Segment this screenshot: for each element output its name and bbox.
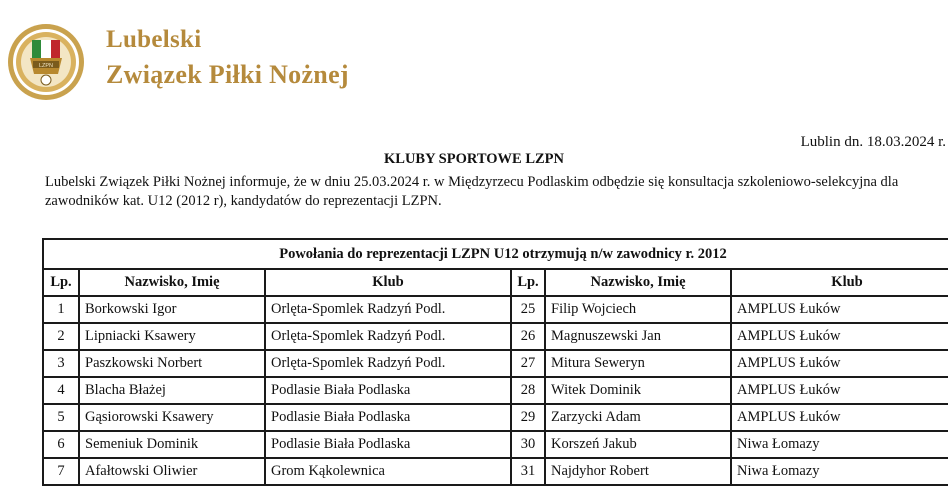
table-row	[43, 296, 948, 323]
lp-cell: 25	[511, 296, 545, 323]
lp-cell: 5	[43, 404, 79, 431]
player-name: Mitura Seweryn	[545, 350, 731, 377]
lp-cell: 3	[43, 350, 79, 377]
club-name: AMPLUS Łuków	[731, 377, 948, 404]
player-name: Semeniuk Dominik	[79, 431, 265, 458]
player-name: Afałtowski Oliwier	[79, 458, 265, 485]
header-club: Klub	[265, 269, 511, 296]
table-row	[43, 458, 948, 485]
table-row	[43, 431, 948, 458]
table-header-row	[43, 269, 948, 296]
header-lp: Lp.	[511, 269, 545, 296]
club-name: AMPLUS Łuków	[731, 296, 948, 323]
place-date: Lublin dn. 18.03.2024 r.	[800, 134, 946, 150]
player-name: Zarzycki Adam	[545, 404, 731, 431]
lp-cell: 4	[43, 377, 79, 404]
player-name: Korszeń Jakub	[545, 431, 731, 458]
player-name: Blacha Błażej	[79, 377, 265, 404]
org-name-line1: Lubelski	[106, 26, 202, 53]
player-name: Witek Dominik	[545, 377, 731, 404]
document-title: KLUBY SPORTOWE LZPN	[384, 151, 564, 167]
header-name: Nazwisko, Imię	[545, 269, 731, 296]
club-name: Podlasie Biała Podlaska	[265, 404, 511, 431]
club-name: Orlęta-Spomlek Radzyń Podl.	[265, 323, 511, 350]
club-name: Orlęta-Spomlek Radzyń Podl.	[265, 296, 511, 323]
org-name-line2: Związek Piłki Nożnej	[106, 60, 349, 89]
club-name: Niwa Łomazy	[731, 458, 948, 485]
lp-cell: 1	[43, 296, 79, 323]
roster-table	[42, 238, 948, 486]
svg-text:LZPN: LZPN	[38, 63, 54, 69]
player-name: Najdyhor Robert	[545, 458, 731, 485]
table-row	[43, 404, 948, 431]
lp-cell: 27	[511, 350, 545, 377]
header-club: Klub	[731, 269, 948, 296]
player-name: Magnuszewski Jan	[545, 323, 731, 350]
intro-paragraph: Lubelski Związek Piłki Nożnej informuje, że w dniu 25.03.2024 r. w Międzyrzecu Podlaskim odbędzie się konsultacja szkoleniowo-selekcyjna dla zawodników kat. U12 (2012 r), kandydatów do reprezentacji LZPN.	[45, 174, 899, 209]
player-name: Paszkowski Norbert	[79, 350, 265, 377]
club-name: AMPLUS Łuków	[731, 404, 948, 431]
table-row	[43, 377, 948, 404]
lzpn-crest-icon	[6, 22, 86, 102]
club-name: AMPLUS Łuków	[731, 323, 948, 350]
table-caption: Powołania do reprezentacji LZPN U12 otrzymują n/w zawodnicy r. 2012	[43, 239, 948, 269]
club-name: Podlasie Biała Podlaska	[265, 431, 511, 458]
lp-cell: 7	[43, 458, 79, 485]
table-row	[43, 323, 948, 350]
club-name: Orlęta-Spomlek Radzyń Podl.	[265, 350, 511, 377]
lp-cell: 29	[511, 404, 545, 431]
club-name: AMPLUS Łuków	[731, 350, 948, 377]
club-name: Grom Kąkolewnica	[265, 458, 511, 485]
header-lp: Lp.	[43, 269, 79, 296]
club-name: Podlasie Biała Podlaska	[265, 377, 511, 404]
player-name: Lipniacki Ksawery	[79, 323, 265, 350]
lp-cell: 2	[43, 323, 79, 350]
table-row	[43, 350, 948, 377]
club-name: Niwa Łomazy	[731, 431, 948, 458]
player-name: Gąsiorowski Ksawery	[79, 404, 265, 431]
lp-cell: 6	[43, 431, 79, 458]
player-name: Borkowski Igor	[79, 296, 265, 323]
lp-cell: 28	[511, 377, 545, 404]
lp-cell: 31	[511, 458, 545, 485]
header-name: Nazwisko, Imię	[79, 269, 265, 296]
lp-cell: 26	[511, 323, 545, 350]
lp-cell: 30	[511, 431, 545, 458]
player-name: Filip Wojciech	[545, 296, 731, 323]
